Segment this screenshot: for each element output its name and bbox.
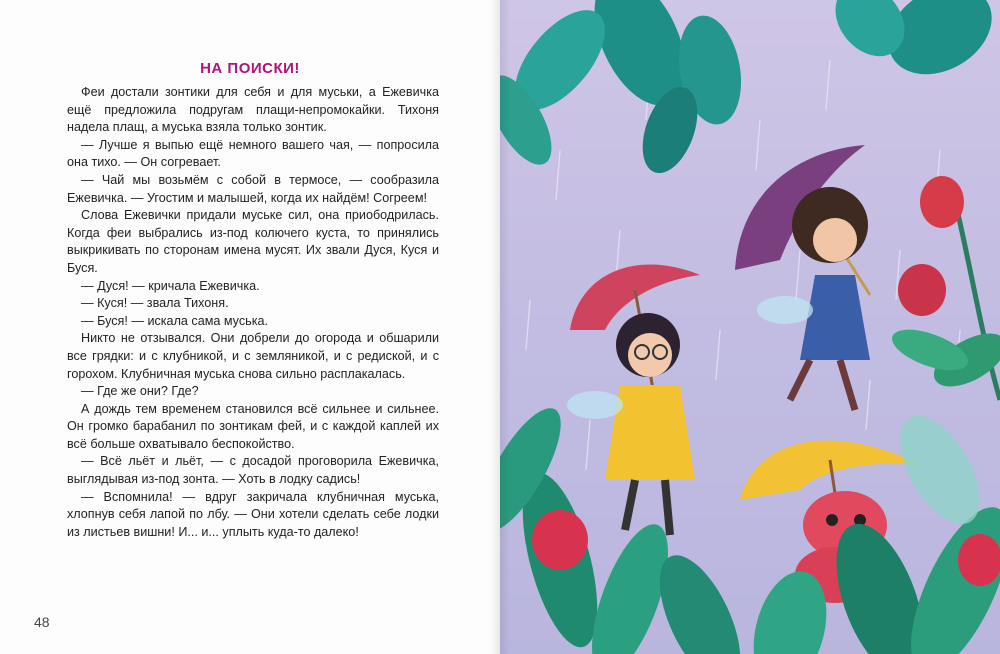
paragraph: Феи достали зонтики для себя и для муськи, а Ежевичка ещё предложила подругам плащи-непромокайки. Тихоня надела плащ, а муська взяла только зонтик. <box>67 85 439 135</box>
paragraph: — Куся! — звала Тихоня. <box>81 296 229 311</box>
foreground-leaves <box>500 397 1000 654</box>
girl-with-star-umbrella <box>735 145 870 410</box>
paragraph: Никто не отзывался. Они добрели до огорода и обшарили все грядки: и с клубникой, и с земляникой, и с редиской, и с горохом. Клубничная муська снова сильно расплакалась. <box>67 331 439 381</box>
paragraph: — Лучше я выпью ещё немного вашего чая, — попросила она тихо. — Он согревает. <box>67 137 439 170</box>
top-leaves <box>500 0 1000 180</box>
paragraph: А дождь тем временем становился всё сильнее и сильнее. Он громко барабанил по зонтикам фей, и с каждой каплей их всё больше охватывало беспокойство. <box>67 401 439 451</box>
chapter-title: НА ПОИСКИ! <box>200 60 300 77</box>
page-number: 48 <box>34 614 50 630</box>
paragraph: — Чай мы возьмём с собой в термосе, — сообразила Ежевичка. — Угостим и малышей, когда их найдём! Согреем! <box>67 172 439 205</box>
book-gutter <box>490 0 510 654</box>
story-text <box>67 84 439 541</box>
illustration-artwork <box>500 0 1000 654</box>
strawberry-plant <box>887 176 1000 400</box>
paragraph: — Буся! — искала сама муська. <box>81 313 268 328</box>
illustration <box>500 0 1000 654</box>
girl-with-red-umbrella <box>567 264 700 535</box>
paragraph: — Дуся! — кричала Ежевичка. <box>81 278 260 293</box>
paragraph: — Вспомнила! — вдруг закричала клубничная муська, хлопнув себя лапой по лбу. — Они хотели сделать себе лодки из листьев вишни! И... и... уплыть куда-то далеко! <box>67 489 439 539</box>
paragraph: Слова Ежевички придали муське сил, она приободрилась. Когда феи выбрались из-под колючего куста, то принялись выкрикивать по сторонам имена мусят. Их звали Дуся, Куся и Буся. <box>67 208 439 275</box>
paragraph: — Всё льёт и льёт, — с досадой проговорила Ежевичка, выглядывая из-под зонта. — Хоть в лодку садись! <box>67 454 439 487</box>
paragraph: — Где же они? Где? <box>81 384 199 399</box>
